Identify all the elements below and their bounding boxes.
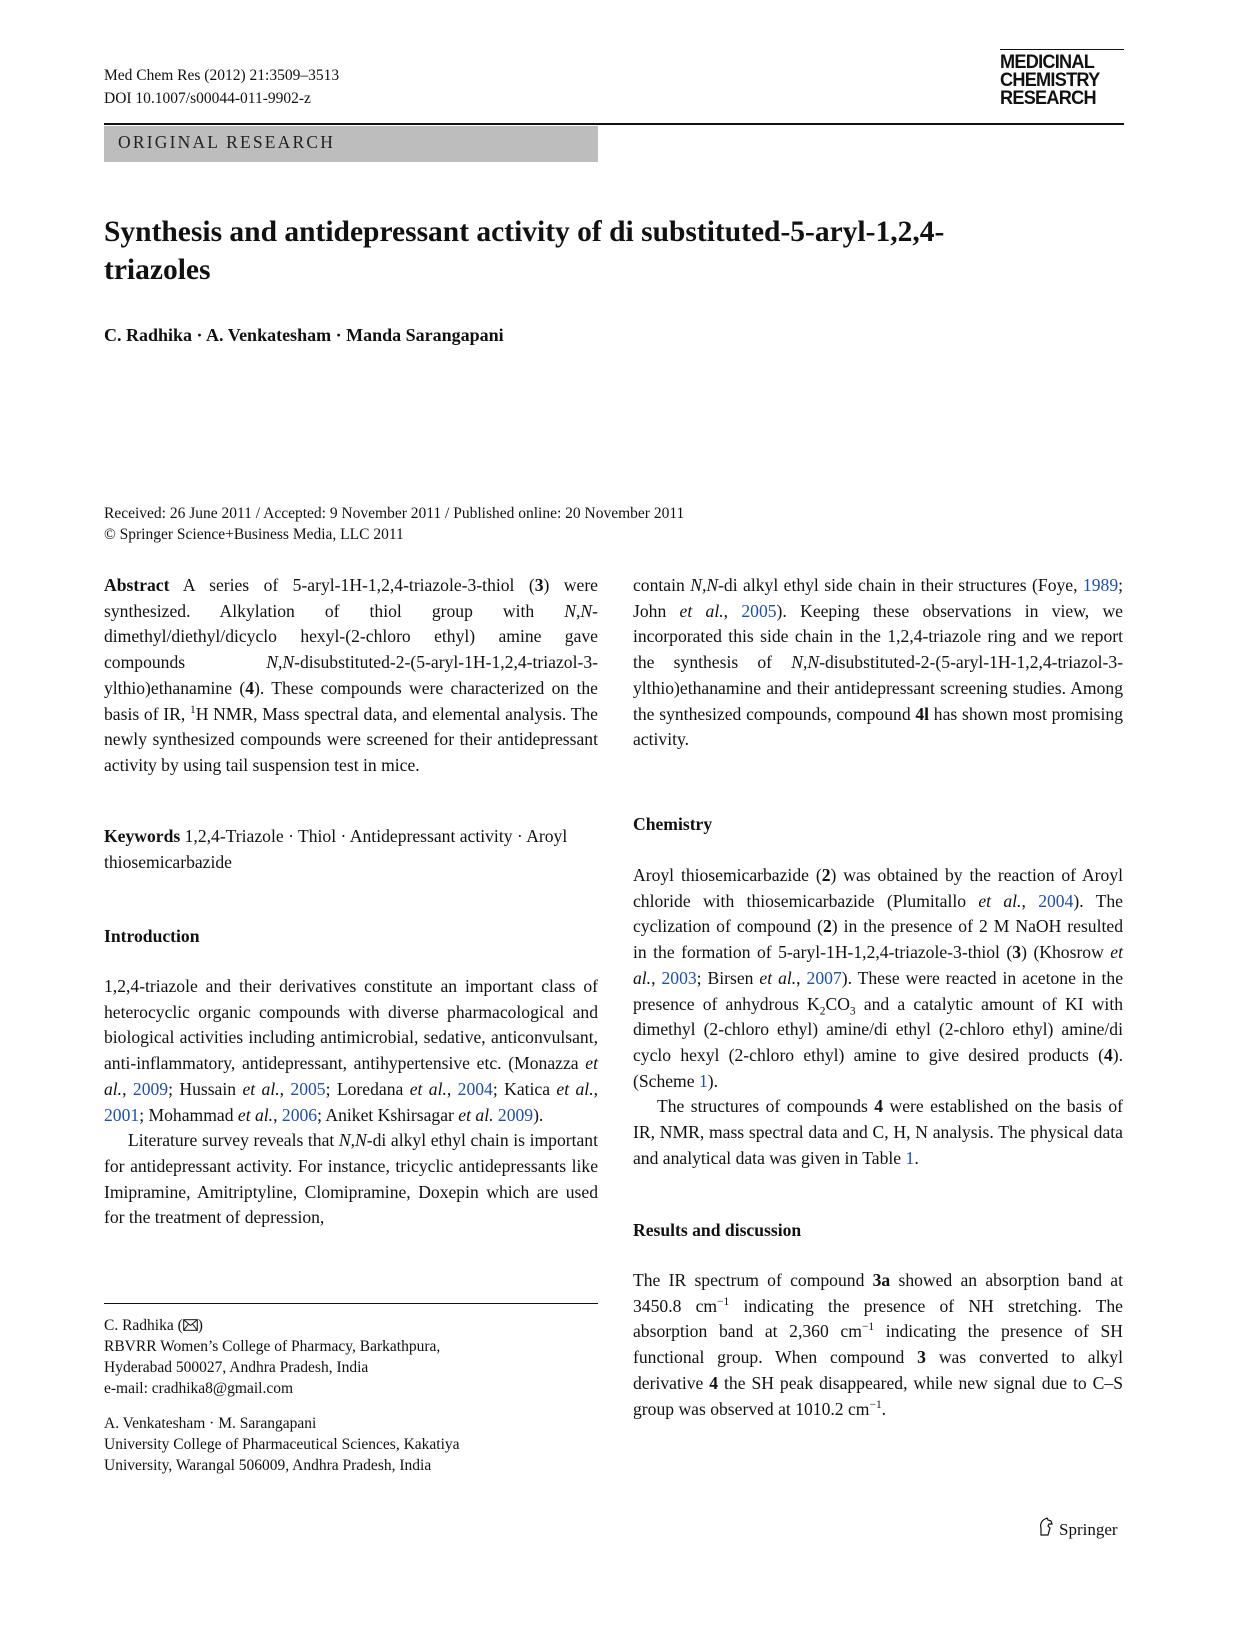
text: ). xyxy=(533,1104,544,1125)
text: ). These were reacted in acetone in the presence of anhydrous K xyxy=(633,967,1124,1014)
text: ) were synthesized. Alkylation of thiol group with xyxy=(104,575,598,621)
text: and a catalytic amount of KI with dimethyl (2-chloro ethyl) amine/di ethyl (2-chloro ethyl) amine/di cyclo hexyl (2-chloro ethyl) amine to give desired products ( xyxy=(633,993,1123,1065)
springer-horse-icon xyxy=(1037,1517,1055,1542)
superscript: −1 xyxy=(869,1398,882,1411)
abstract-label: Abstract xyxy=(104,575,170,595)
compound-ref: 4 xyxy=(1103,1044,1113,1065)
text: et al. xyxy=(458,1104,494,1125)
affiliation-line: RBVRR Women’s College of Pharmacy, Barkathpura, xyxy=(104,1338,441,1355)
text: et al. xyxy=(104,1053,598,1099)
text: et al. xyxy=(237,1104,274,1125)
text: was converted to alkyl derivative xyxy=(633,1347,1123,1393)
chemistry-paragraph: Aroyl thiosemicarbazide (2) was obtained by the reaction of Aroyl chloride with thiosemicarbazide (Plumitallo et al., 2004). The cyclization of compound (2) in the presence of 2 M NaOH resulted in the formation of 5-aryl-1H-1,2,4-triazole-3-thiol (3) (Khosrow et al., 2003; Birsen et al., 2007). These were reacted in acetone in the presence of anhydrous $K_2CO_3$ and a catalytic amount of KI with dimethyl (2-chloro ethyl) amine/di ethyl (2-chloro ethyl) amine/di cyclo hexyl (2-chloro ethyl) amine to give desired products (4). (Scheme 1). xyxy=(633,865,1124,1091)
introduction-body xyxy=(104,974,598,1231)
text: -disubstituted-2-(5-aryl-1H-1,2,4-triazol-3-ylthio)ethanamine and their antidepressant screening studies. Among the synthesized compounds, compound xyxy=(633,652,1123,724)
abstract-paragraph xyxy=(104,573,598,779)
citation-link[interactable]: 1989 xyxy=(1082,575,1119,595)
keywords-paragraph xyxy=(104,824,598,875)
results-heading: Results and discussion xyxy=(633,1220,802,1240)
text: ). (Scheme xyxy=(633,1044,1123,1091)
introduction-heading: Introduction xyxy=(104,926,200,946)
author-name: Manda Sarangapani xyxy=(346,325,504,345)
email-line[interactable]: e-mail: cradhika8@gmail.com xyxy=(104,1380,294,1397)
author-names: A. Venkatesham · M. Sarangapani xyxy=(104,1415,317,1432)
text: et al. xyxy=(679,600,724,621)
logo-line: CHEMISTRY xyxy=(1000,69,1100,91)
text: N,N xyxy=(791,652,820,673)
text: N,N xyxy=(564,600,593,621)
citation-link[interactable]: 2009 xyxy=(497,1104,534,1125)
text: Literature survey reveals that xyxy=(128,1130,339,1151)
publisher-name: Springer xyxy=(1059,1519,1118,1539)
text: C. Radhika ( xyxy=(104,1317,183,1334)
text: ; Katica xyxy=(492,1078,557,1099)
compound-ref: 3a xyxy=(872,1270,891,1290)
compound-ref: 2 xyxy=(822,916,832,937)
compound-ref: 4l xyxy=(915,703,930,724)
author-name: C. Radhika xyxy=(104,325,193,345)
citation-link[interactable]: 2005 xyxy=(741,600,777,621)
text: ). These compounds were characterized on the basis of IR, xyxy=(104,677,598,724)
text: ). The cyclization of compound ( xyxy=(633,890,1123,937)
text: -di alkyl ethyl chain is important for antidepressant activity. For instance, tricyclic antidepressants like Imipramine, Amitriptyline, Clomipramine, Doxepin which are used for the treatment of depression, xyxy=(104,1130,598,1228)
keywords-block xyxy=(104,824,598,875)
text: H NMR, Mass spectral data, and elemental analysis. The newly synthesized compounds were screened for their antidepressant activity by using tail suspension test in mice. xyxy=(104,703,598,775)
compound-ref: 3 xyxy=(534,575,544,595)
affiliation-line: Hyderabad 500027, Andhra Pradesh, India xyxy=(104,1359,369,1376)
text: ; Birsen xyxy=(696,967,760,988)
text: et al. xyxy=(556,1078,594,1099)
text: ; Mohammad xyxy=(139,1104,238,1125)
text: indicating the presence of NH stretching. The absorption band at 2,360 cm xyxy=(633,1295,1123,1342)
citation-link[interactable]: 2001 xyxy=(104,1104,140,1125)
text: ) xyxy=(197,1317,203,1334)
text: N,N xyxy=(338,1130,367,1151)
compound-ref: 3 xyxy=(1012,942,1022,963)
journal-citation xyxy=(104,64,339,110)
author-affiliation-1 xyxy=(104,1315,598,1399)
affiliation-line: University College of Pharmaceutical Sciences, Kakatiya xyxy=(104,1436,460,1453)
text: ). xyxy=(707,1070,719,1091)
text: . xyxy=(914,1147,919,1168)
citation-link[interactable]: 2004 xyxy=(457,1078,493,1099)
superscript: 1 xyxy=(189,703,196,716)
subscript: 2 xyxy=(819,1005,826,1018)
corresponding-author xyxy=(104,1315,598,1336)
citation-link[interactable]: 2009 xyxy=(132,1078,169,1099)
introduction-paragraph: contain N,N-di alkyl ethyl side chain in their structures (Foye, 1989; John et al., 2005). Keeping these observations in view, we incorporated this side chain in the 1,2,4-triazole ring and we report the synthesis of N,N-disubstituted-2-(5-aryl-1H-1,2,4-triazol-3-ylthio)ethanamine and their antidepressant screening studies. Among the synthesized compounds, compound 4l has shown most promising activity. xyxy=(633,575,1123,750)
journal-citation-line: Med Chem Res (2012) 21:3509–3513 xyxy=(104,67,340,84)
author-name: A. Venkatesham xyxy=(206,325,332,345)
affiliation-line: University, Warangal 506009, Andhra Pradesh, India xyxy=(104,1457,432,1474)
text: the SH peak disappeared, while new signal due to C–S group was observed at 1010.2 cm xyxy=(633,1372,1123,1419)
superscript: −1 xyxy=(861,1321,875,1334)
text: has shown most promising activity. xyxy=(633,703,1123,750)
text: ). Keeping these observations in view, we incorporated this side chain in the 1,2,4-triazole ring and we report the synthesis of xyxy=(633,600,1123,673)
text: -di alkyl ethyl side chain in their structures (Foye, xyxy=(718,575,1083,595)
text: et al. xyxy=(978,890,1022,911)
citation-link[interactable]: 2004 xyxy=(1038,890,1074,911)
compound-ref: 4 xyxy=(245,677,254,698)
article-title: Synthesis and antidepressant activity of di substituted-5-aryl-1,2,4-triazoles xyxy=(104,216,945,286)
text: N,N xyxy=(690,575,719,595)
text: showed an absorption band at 3450.8 cm xyxy=(633,1270,1123,1316)
text: et al. xyxy=(409,1078,447,1099)
journal-logo xyxy=(1000,53,1113,107)
envelope-icon[interactable] xyxy=(183,1317,198,1334)
logo-rule xyxy=(1000,49,1124,50)
text: CO xyxy=(825,993,850,1014)
introduction-paragraph: 1,2,4-triazole and their derivatives constitute an important class of heterocyclic organic compounds with diverse pharmacological and biological activities including antimicrobial, sedative, anticonvulsant, anti-inflammatory, antidepressant, antihypertensive etc. (Monazza et al., 2009; Hussain et al., 2005; Loredana et al., 2004; Katica et al., 2001; Mohammad et al., 2006; Aniket Kshirsagar et al. 2009). xyxy=(104,976,598,1125)
citation-link[interactable]: 2006 xyxy=(281,1104,318,1125)
text: contain xyxy=(633,575,691,595)
doi-line[interactable]: DOI 10.1007/s00044-011-9902-z xyxy=(104,90,311,107)
table-link[interactable]: 1 xyxy=(905,1147,915,1168)
text: ; Aniket Kshirsagar xyxy=(317,1104,459,1125)
abstract-block xyxy=(104,573,598,779)
scheme-link[interactable]: 1 xyxy=(698,1070,708,1091)
author-list xyxy=(104,325,504,346)
chemistry-heading: Chemistry xyxy=(633,814,713,834)
author-affiliation-2 xyxy=(104,1413,598,1476)
publication-dates xyxy=(104,503,684,545)
section-label: ORIGINAL RESEARCH xyxy=(118,132,336,152)
superscript: −1 xyxy=(717,1295,730,1308)
text: -dimethyl/diethyl/dicyclo hexyl-(2-chloro ethyl) amine gave compounds xyxy=(104,600,598,673)
keywords-label: Keywords xyxy=(104,826,181,846)
text: -disubstituted-2-(5-aryl-1H-1,2,4-triazol-3-ylthio)ethanamine ( xyxy=(104,652,598,698)
citation-link[interactable]: 2005 xyxy=(290,1078,326,1099)
footnote-divider xyxy=(104,1303,598,1304)
citation-link[interactable]: 2007 xyxy=(806,967,842,988)
compound-ref: 2 xyxy=(821,865,831,885)
compound-ref: 4 xyxy=(874,1096,884,1117)
text: et al. xyxy=(633,942,1123,988)
compound-ref: 4 xyxy=(709,1372,719,1393)
text: The IR spectrum of compound xyxy=(633,1270,873,1290)
introduction-continued xyxy=(633,573,1123,753)
keywords-text: 1,2,4-Triazole · Thiol · Antidepressant activity · Aroyl thiosemicarbazide xyxy=(104,826,568,872)
text: ; Hussain xyxy=(168,1078,243,1099)
text: et al. xyxy=(759,967,797,988)
publisher-mark xyxy=(1037,1517,1118,1542)
text: 1,2,4-triazole and their derivatives constitute an important class of heterocyclic organic compounds with diverse pharmacological and biological activities including antimicrobial, sedative, anticonvulsant, anti-inflammatory, antidepressant, antihypertensive etc. (Monazza xyxy=(104,976,598,1074)
header-divider xyxy=(104,123,1124,125)
text: ) in the presence of 2 M NaOH resulted in the formation of 5-aryl-1H-1,2,4-triazole-3-thiol ( xyxy=(633,916,1123,963)
subscript: 3 xyxy=(849,1005,856,1018)
logo-line: MEDICINAL xyxy=(1000,51,1095,73)
author-separator: · xyxy=(331,325,347,345)
text: ; Loredana xyxy=(325,1078,410,1099)
compound-ref: 3 xyxy=(917,1347,926,1368)
text: were established on the basis of IR, NMR, mass spectral data and C, H, N analysis. The physical data and analytical data was given in Table xyxy=(633,1096,1123,1168)
text: The structures of compounds xyxy=(657,1096,875,1117)
text: indicating the presence of SH functional group. When compound xyxy=(633,1321,1123,1368)
text: N,N xyxy=(266,652,295,673)
text: ; John xyxy=(633,575,1123,621)
copyright-line: © Springer Science+Business Media, LLC 2011 xyxy=(104,526,404,543)
text: . xyxy=(881,1398,887,1419)
chemistry-body xyxy=(633,863,1123,1171)
text: et al. xyxy=(242,1078,280,1099)
results-body xyxy=(633,1268,1123,1422)
text: ) was obtained by the reaction of Aroyl chloride with thiosemicarbazide (Plumitallo xyxy=(633,865,1124,911)
text: Aroyl thiosemicarbazide ( xyxy=(633,865,822,885)
introduction-paragraph xyxy=(104,1128,598,1231)
text: ) (Khosrow xyxy=(1021,942,1111,963)
date-history: Received: 26 June 2011 / Accepted: 9 November 2011 / Published online: 20 November 2011 xyxy=(104,505,685,522)
citation-link[interactable]: 2003 xyxy=(661,967,697,988)
chemistry-paragraph xyxy=(633,1094,1123,1171)
logo-line: RESEARCH xyxy=(1000,87,1096,109)
text: A series of 5-aryl-1H-1,2,4-triazole-3-thiol ( xyxy=(169,575,535,595)
author-separator: · xyxy=(192,325,207,345)
results-paragraph xyxy=(633,1268,1123,1422)
